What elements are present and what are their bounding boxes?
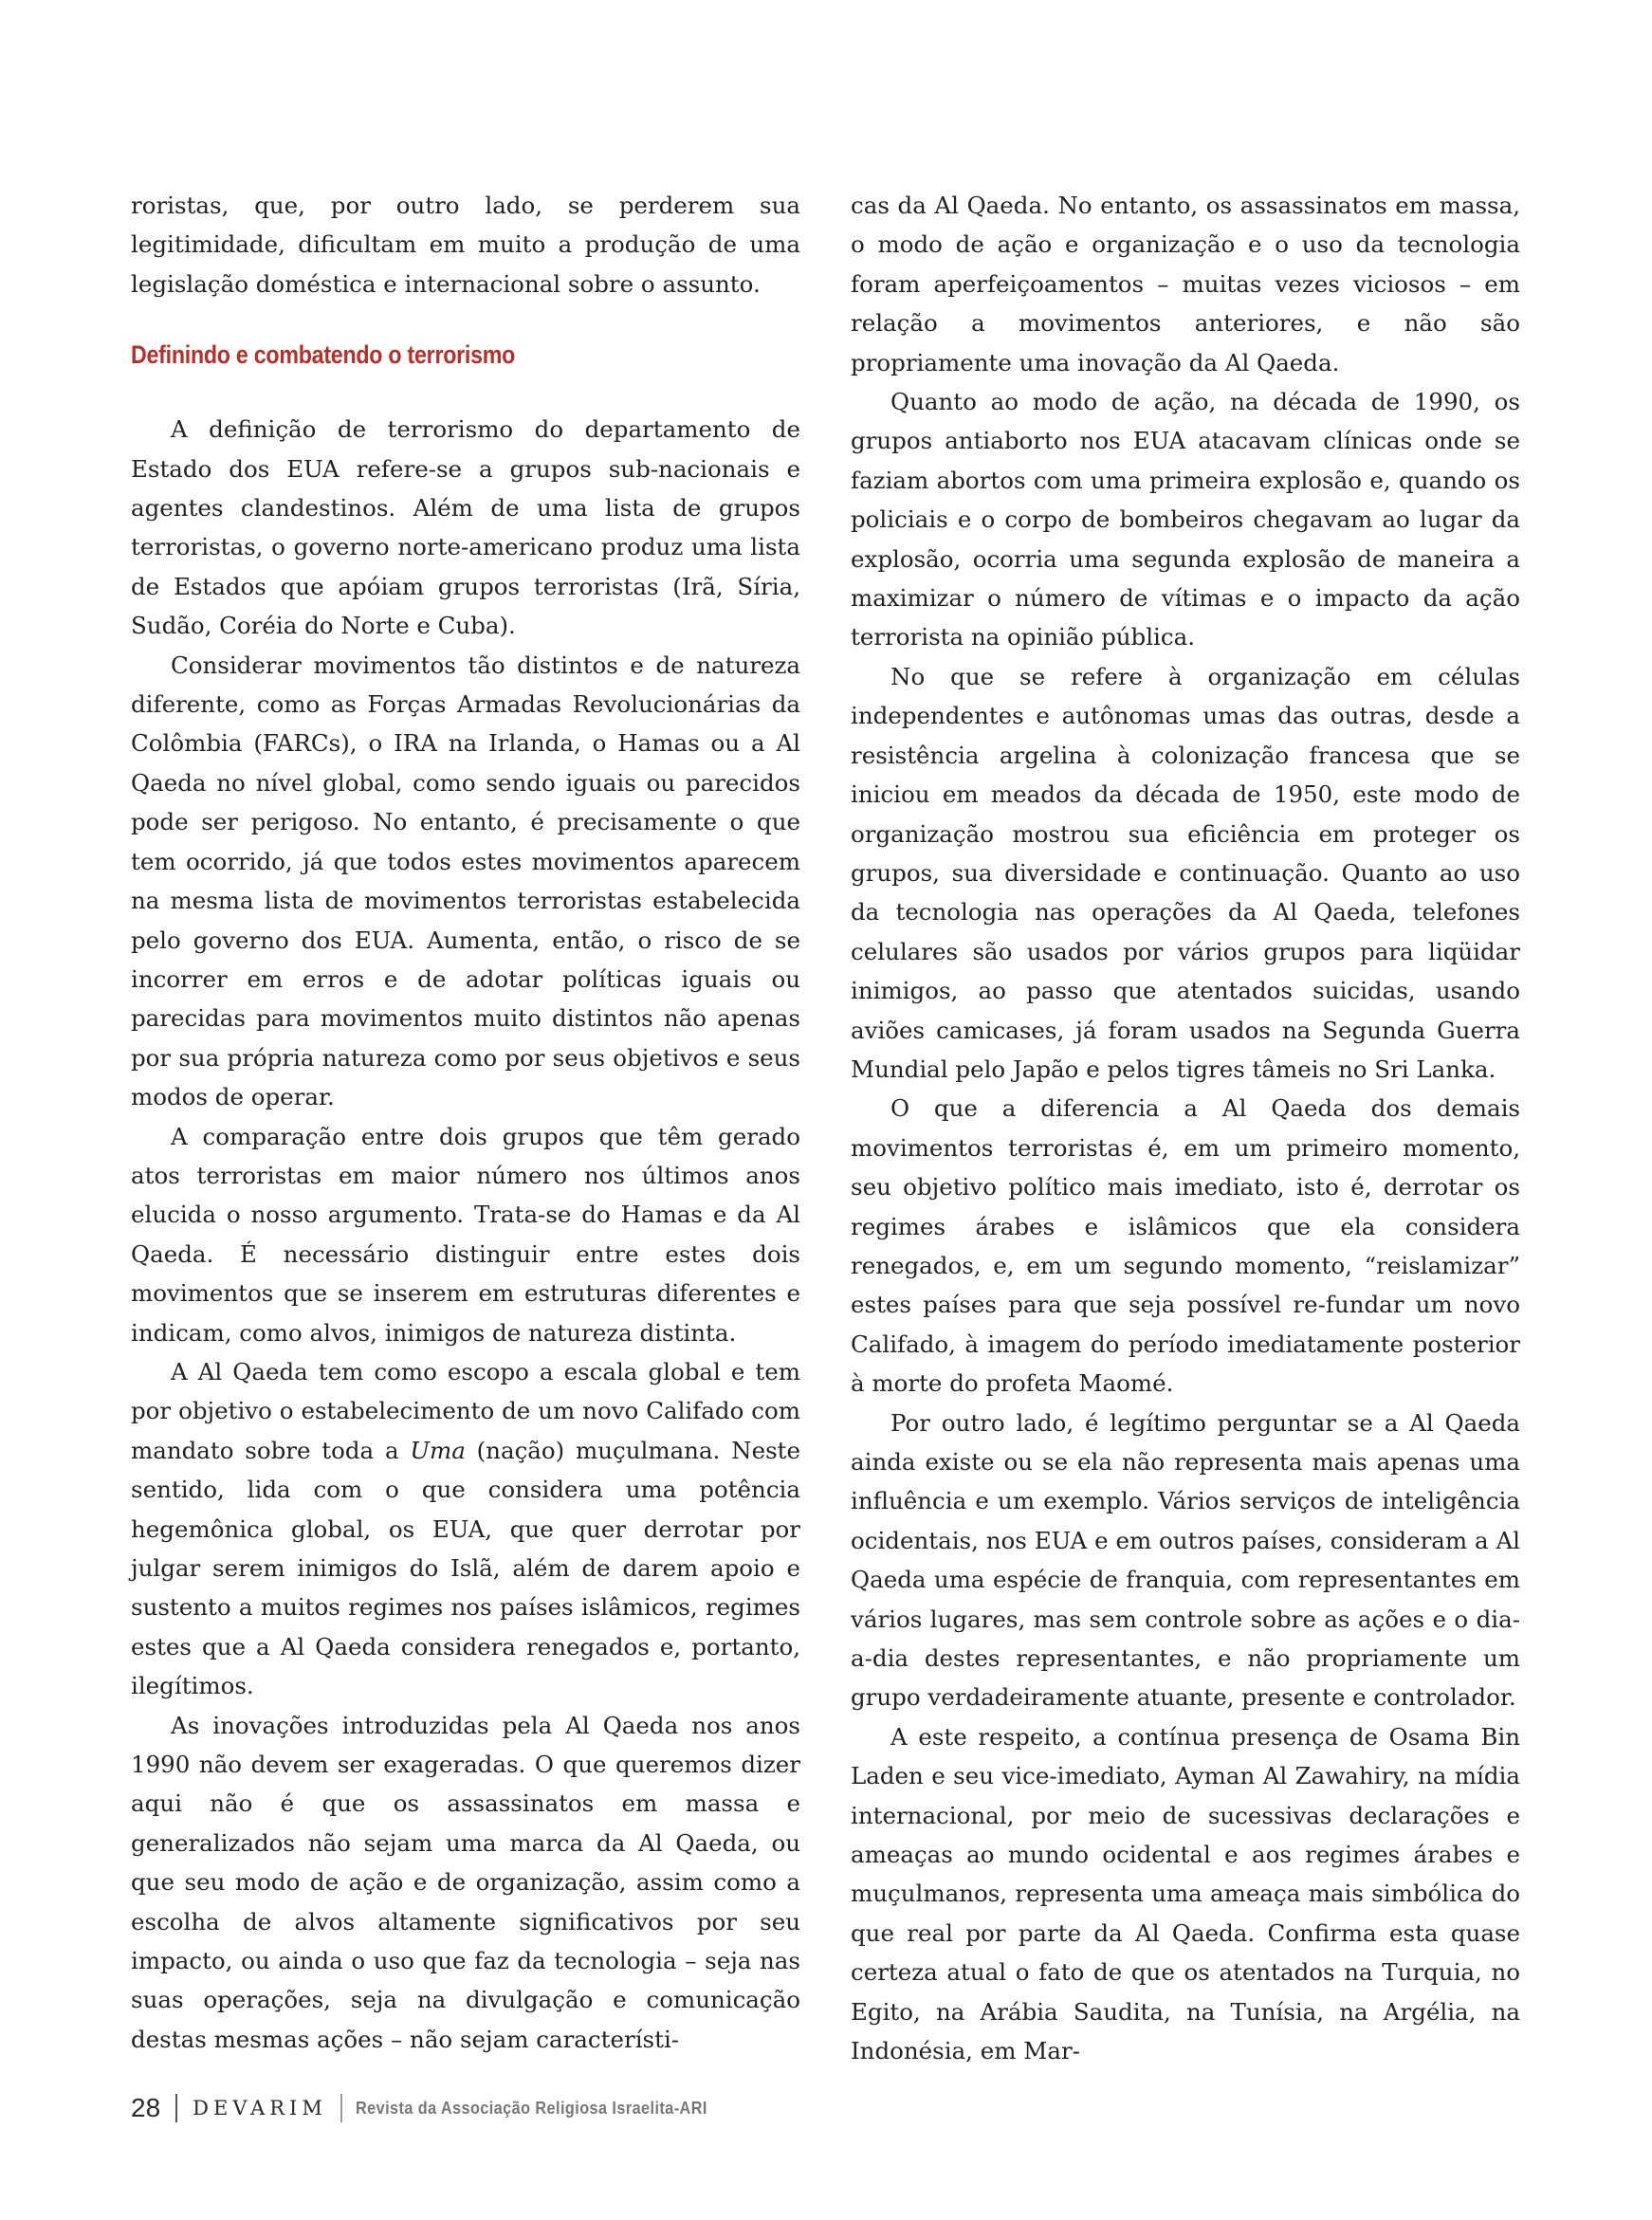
- paragraph: A este respeito, a contínua presença de Osama Bin Laden e seu vice-imediato, Ayman Al Zawahiry, na mídia internacional, por meio de sucessivas declarações e ameaças ao mundo ocidental e aos regimes árabes e muçulmanos, representa uma ameaça mais simbólica do que real por parte da Al Qaeda. Confirma esta quase certeza atual o fato de que os atentados na Turquia, no Egito, na Arábia Saudita, na Tunísia, na Argélia, na Indonésia, em Mar-: [851, 1722, 1520, 2065]
- left-column: [131, 186, 800, 2059]
- paragraph-text: A Al Qaeda tem como escopo a escala global e tem por objetivo o estabelecimento de um novo Califado com mandato sobre toda a: [131, 1357, 800, 1464]
- paragraph: As inovações introduzidas pela Al Qaeda nos anos 1990 não devem ser exageradas. O que queremos dizer aqui não é que os assassinatos em massa e generalizados não sejam uma marca da Al Qaeda, ou que seu modo de ação e de organização, assim como a escolha de alvos altamente significativos por seu impacto, ou ainda o uso que faz da tecnologia – seja nas suas operações, seja na divulgação e comunicação destas mesmas ações – não sejam característi-: [131, 1711, 800, 2053]
- paragraph: Considerar movimentos tão distintos e de natureza diferente, como as Forças Armadas Revolucionárias da Colômbia (FARCs), o IRA na Irlanda, o Hamas ou a Al Qaeda no nível global, como sendo iguais ou parecidos pode ser perigoso. No entanto, é precisamente o que tem ocorrido, já que todos estes movimentos aparecem na mesma lista de movimentos terroristas estabelecida pelo governo dos EUA. Aumenta, então, o risco de se incorrer em erros e de adotar políticas iguais ou parecidas para movimentos muito distintos não apenas por sua própria natureza como por seus objetivos e seus modos de operar.: [131, 651, 800, 1111]
- right-column: [851, 186, 1520, 2071]
- paragraph: A definição de terrorismo do departamento de Estado dos EUA refere-se a grupos sub-nacionais e agentes clandestinos. Além de uma lista de grupos terroristas, o governo norte-americano produz uma lista de Estados que apóiam grupos terroristas (Irã, Síria, Sudão, Coréia do Norte e Cuba).: [131, 415, 800, 640]
- footer-divider: [340, 2094, 342, 2122]
- paragraph: cas da Al Qaeda. No entanto, os assassinatos em massa, o modo de ação e organização e o uso da tecnologia foram aperfeiçoamentos – muitas vezes viciosos – em relação a movimentos anteriores, e não são propriamente uma inovação da Al Qaeda.: [851, 192, 1520, 376]
- paragraph: [131, 1352, 800, 1706]
- page-footer: [131, 2089, 746, 2127]
- paragraph: A comparação entre dois grupos que têm gerado atos terroristas em maior número nos últimos anos elucida o nosso argumento. Trata-se do Hamas e da Al Qaeda. É necessário distinguir entre estes dois movimentos que se inserem em estruturas diferentes e indicam, como alvos, inimigos de natureza distinta.: [131, 1122, 800, 1347]
- page-number: 28: [131, 2093, 161, 2122]
- paragraph-text: (nação) muçulmana. Neste sentido, lida com o que considera uma potência hegemônica global, os EUA, que quer derrotar por julgar serem inimigos do Islã, além de darem apoio e sustento a muitos regimes nos países islâmicos, regimes estes que a Al Qaeda considera renegados e, portanto, ilegítimos.: [131, 1436, 800, 1700]
- footer-divider: [175, 2094, 177, 2122]
- paragraph: Quanto ao modo de ação, na década de 1990, os grupos antiaborto nos EUA atacavam clínicas onde se faziam abortos com uma primeira explosão e, quando os policiais e o corpo de bombeiros chegavam ao lugar da explosão, ocorria uma segunda explosão de maneira a maximizar o número de vítimas e o impacto da ação terrorista na opinião pública.: [851, 388, 1520, 651]
- magazine-name: DEVARIM: [193, 2097, 327, 2119]
- paragraph: Por outro lado, é legítimo perguntar se a Al Qaeda ainda existe ou se ela não representa mais apenas uma influência e um exemplo. Vários serviços de inteligência ocidentais, nos EUA e em outros países, consideram a Al Qaeda uma espécie de franquia, com representantes em vários lugares, mas sem controle sobre as ações e o dia-a-dia destes representantes, e não propriamente um grupo verdadeiramente atuante, presente e controlador.: [851, 1408, 1520, 1712]
- paragraph: No que se refere à organização em células independentes e autônomas umas das outras, desde a resistência argelina à colonização francesa que se iniciou em meados da década de 1950, este modo de organização mostrou sua eficiência em proteger os grupos, sua diversidade e continuação. Quanto ao uso da tecnologia nas operações da Al Qaeda, telefones celulares são usados por vários grupos para liqüidar inimigos, ao passo que atentados suicidas, usando aviões camicases, já foram usados na Segunda Guerra Mundial pelo Japão e pelos tigres tâmeis no Sri Lanka.: [851, 662, 1520, 1083]
- magazine-subtitle: Revista da Associação Religiosa Israelita-ARI: [355, 2098, 707, 2118]
- paragraph: O que a diferencia a Al Qaeda dos demais movimentos terroristas é, em um primeiro momento, seu objetivo político mais imediato, isto é, derrotar os regimes árabes e islâmicos que ela considera renegados, e, em um segundo momento, “reislamizar” estes países para que seja possível re-fundar um novo Califado, à imagem do período imediatamente posterior à morte do profeta Maomé.: [851, 1094, 1520, 1398]
- italic-term: Uma: [410, 1436, 466, 1464]
- section-heading: Definindo e combatendo o terrorismo: [131, 340, 516, 370]
- paragraph: roristas, que, por outro lado, se perderem sua legitimidade, dificultam em muito a produção de uma legislação doméstica e internacional sobre o assunto.: [131, 192, 800, 298]
